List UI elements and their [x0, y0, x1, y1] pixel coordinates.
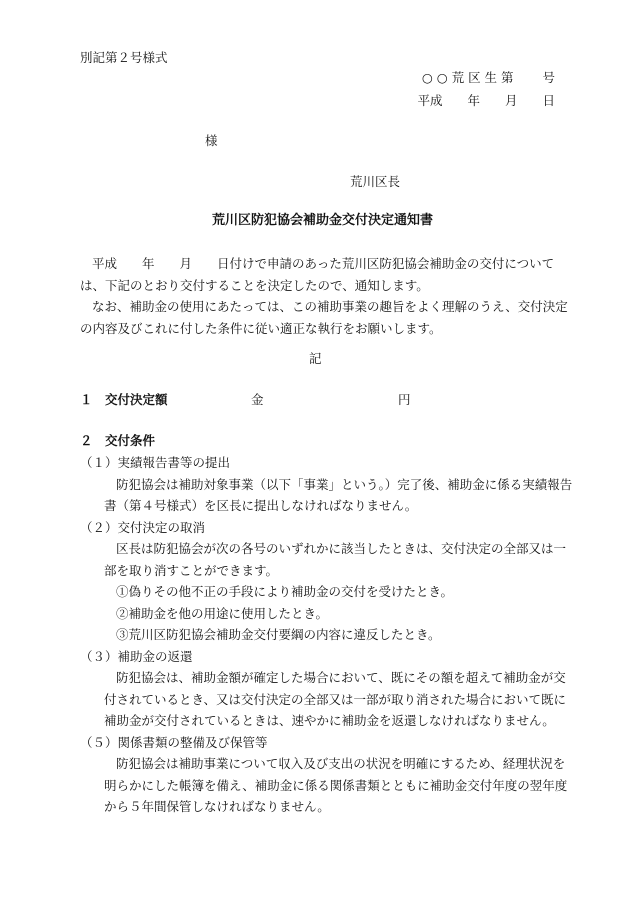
section2-items	[80, 452, 572, 818]
item-line: 付されているとき、又は交付決定の全部又は一部が取り消された場合において既に	[104, 691, 567, 707]
section1-heading: １ 交付決定額	[80, 392, 168, 407]
item-line: 部を取り消すことができます。	[104, 562, 279, 578]
item-line: 防犯協会は補助対象事業（以下「事業」という。）完了後、補助金に係る実績報告	[116, 476, 573, 492]
document-number: ○ ○ 荒 区 生 第 号	[421, 70, 555, 85]
addressee-honorific: 様	[205, 133, 218, 148]
intro-line: は、下記のとおり交付することを決定したので、通知します。	[80, 277, 429, 293]
sub-item: ③荒川区防犯協会補助金交付要綱の内容に違反したとき。	[116, 627, 441, 642]
document-date: 平成 年 月 日	[417, 93, 555, 108]
item-line: 防犯協会は補助事業について収入及び支出の状況を明確にするため、経理状況を	[116, 756, 566, 771]
intro-line: 平成 年 月 日付けで申請のあった荒川区防犯協会補助金の交付について	[92, 256, 555, 271]
intro-line: なお、補助金の使用にあたっては、この補助事業の趣旨をよく理解のうえ、交付決定	[92, 299, 568, 314]
sub-item: ②補助金を他の用途に使用したとき。	[116, 605, 329, 621]
document-title: 荒川区防犯協会補助金交付決定通知書	[212, 213, 434, 228]
intro-line: の内容及びこれに付した条件に従い適正な執行をお願いします。	[80, 320, 442, 336]
section2-heading: ２ 交付条件	[80, 433, 156, 448]
sender-name: 荒川区長	[350, 174, 401, 189]
item-heading: （５）関係書類の整備及び保管等	[80, 734, 268, 750]
amount-kin-label: 金	[251, 392, 264, 407]
sub-item: ①偽りその他不正の手段により補助金の交付を受けたとき。	[116, 584, 454, 599]
item-line: 明らかにした帳簿を備え、補助金に係る関係書類とともに補助金交付年度の翌年度	[104, 777, 568, 793]
item-heading: （２）交付決定の取消	[80, 519, 206, 535]
item-heading: （３）補助金の返還	[80, 648, 193, 664]
item-line: 防犯協会は、補助金額が確定した場合において、既にその額を超えて補助金が交	[116, 670, 566, 685]
intro-text	[80, 253, 568, 339]
item-line: 書（第４号様式）を区長に提出しなければなりません。	[104, 498, 418, 513]
item-line: 区長は防犯協会が次の各号のいずれかに該当したときは、交付決定の全部又は一	[116, 541, 567, 556]
ki-heading: 記	[309, 351, 322, 366]
item-line: から５年間保管しなければなりません。	[104, 799, 330, 814]
item-line: 補助金が交付されているときは、速やかに補助金を返還しなければなりません。	[104, 713, 555, 728]
form-label: 別記第２号様式	[80, 50, 168, 65]
item-heading: （１）実績報告書等の提出	[80, 455, 231, 470]
amount-yen-label: 円	[398, 392, 411, 407]
